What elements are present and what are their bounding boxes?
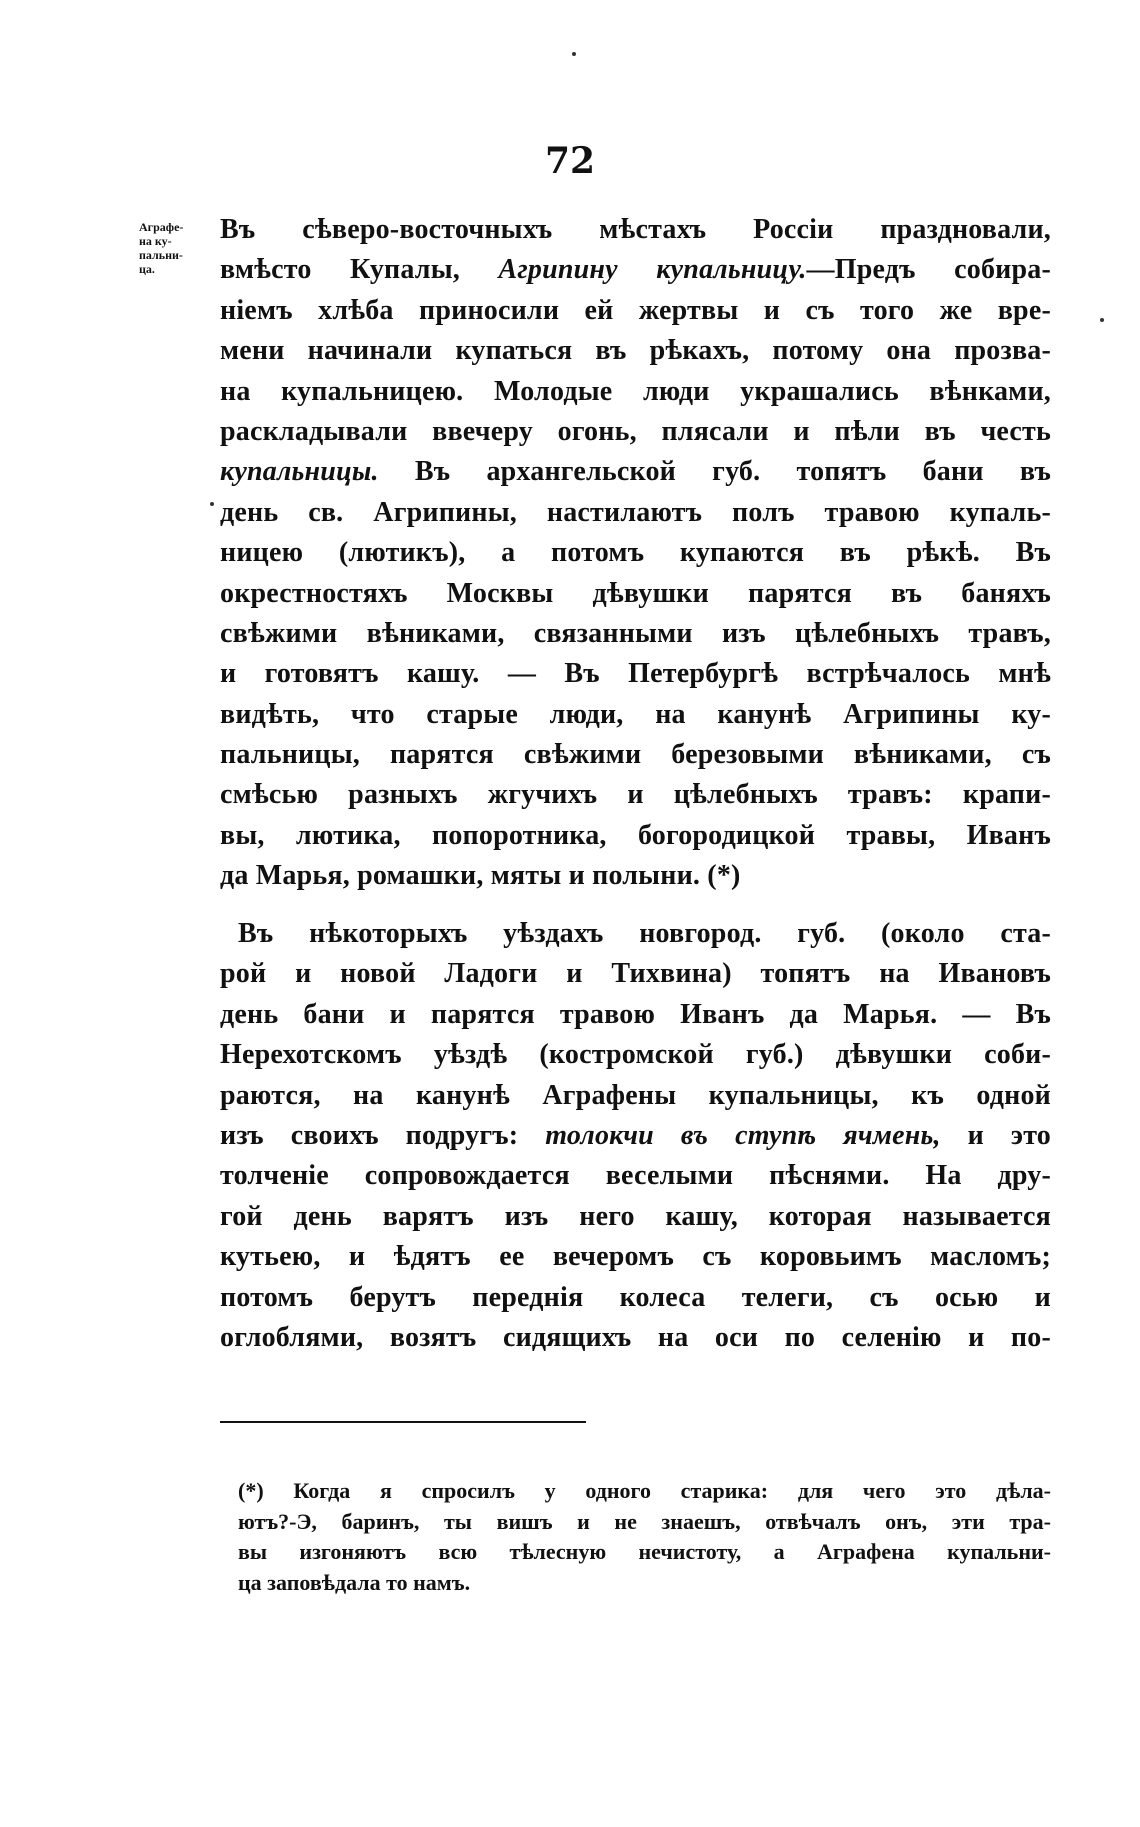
text-line: смѣсью разныхъ жгучихъ и цѣлебныхъ травъ: крапи- bbox=[220, 779, 1051, 811]
text-line: Въ сѣверо-восточныхъ мѣстахъ Россіи праздновали, bbox=[220, 214, 1051, 245]
text-line: оглоблями, возятъ сидящихъ на оси по селенію и по- bbox=[220, 1321, 1051, 1353]
paragraph-2 bbox=[220, 914, 1051, 1358]
italic-phrase: толокчи въ ступѣ ячмень, bbox=[545, 1119, 941, 1151]
italic-phrase: Агрипину купальницу. bbox=[498, 254, 807, 286]
text-line: мени начинали купаться въ рѣкахъ, потому она прозва- bbox=[220, 335, 1051, 367]
margin-note-line: ца. bbox=[139, 262, 155, 276]
scan-speck bbox=[1100, 318, 1104, 322]
margin-note bbox=[139, 220, 209, 276]
text-line: раются, на канунѣ Аграфены купальницы, къ одной bbox=[220, 1079, 1051, 1111]
text-line: изъ своихъ подругъ: толокчи въ ступѣ ячмень, и это bbox=[220, 1119, 1051, 1151]
footnote-divider bbox=[220, 1421, 586, 1423]
text-line: день св. Агрипины, настилаютъ полъ травою купаль- bbox=[220, 496, 1051, 528]
text-line: свѣжими вѣниками, связанными изъ цѣлебныхъ травъ, bbox=[220, 617, 1051, 649]
text-line: толченіе сопровождается веселыми пѣснями. На дру- bbox=[220, 1160, 1051, 1192]
text-line: Въ нѣкоторыхъ уѣздахъ новгород. губ. (около ста- bbox=[238, 918, 1051, 949]
text-line: да Марья, ромашки, мяты и полыни. (*) bbox=[220, 860, 741, 892]
footnote-line: (*) Когда я спросилъ у одного старика: для чего это дѣла- bbox=[238, 1478, 1051, 1503]
text-line: на купальницею. Молодые люди украшались вѣнками, bbox=[220, 375, 1051, 407]
text-line: видѣть, что старые люди, на канунѣ Агрипины ку- bbox=[220, 698, 1051, 730]
margin-note-line: пальни- bbox=[139, 248, 183, 262]
margin-note-line: Аграфе- bbox=[139, 220, 184, 234]
footnote-line: ютъ?-Э, баринъ, ты вишъ и не знаешъ, отвѣчалъ онъ, эти тра- bbox=[238, 1508, 1051, 1534]
scan-speck bbox=[210, 502, 214, 506]
text-line: вмѣсто Купалы, Агрипину купальницу.—Предъ собира- bbox=[220, 254, 1051, 286]
text-line: ницею (лютикъ), а потомъ купаются въ рѣкѣ. Въ bbox=[220, 537, 1051, 569]
paragraph-1 bbox=[220, 210, 1051, 897]
scan-speck bbox=[572, 52, 576, 56]
footnote-line: вы изгоняютъ всю тѣлесную нечистоту, а Аграфена купальни- bbox=[238, 1539, 1051, 1564]
text-line: ніемъ хлѣба приносили ей жертвы и съ того же вре- bbox=[220, 294, 1051, 326]
text-line: Нерехотскомъ уѣздѣ (костромской губ.) дѣвушки соби- bbox=[220, 1039, 1051, 1071]
text-line: раскладывали ввечеру огонь, плясали и пѣли въ честь bbox=[220, 415, 1051, 447]
italic-phrase: купальницы. bbox=[220, 456, 379, 488]
text-line: рой и новой Ладоги и Тихвина) топятъ на Ивановъ bbox=[220, 958, 1051, 990]
text-line: день бани и парятся травою Иванъ да Марья. — Въ bbox=[220, 998, 1051, 1030]
footnote-line: ца заповѣдала то намъ. bbox=[238, 1569, 471, 1595]
text-line: купальницы. Въ архангельской губ. топятъ бани въ bbox=[220, 456, 1051, 488]
text-line: потомъ берутъ переднія колеса телеги, съ осью и bbox=[220, 1281, 1051, 1313]
text-line: окрестностяхъ Москвы дѣвушки парятся въ баняхъ bbox=[220, 577, 1051, 609]
text-line: гой день варятъ изъ него кашу, которая называется bbox=[220, 1200, 1051, 1232]
footnote bbox=[238, 1476, 1051, 1598]
text-line: кутьею, и ѣдятъ ее вечеромъ съ коровьимъ масломъ; bbox=[220, 1241, 1051, 1273]
text-line: вы, лютика, попоротника, богородицкой травы, Иванъ bbox=[220, 819, 1051, 851]
text-line: пальницы, парятся свѣжими березовыми вѣниками, съ bbox=[220, 739, 1051, 771]
margin-note-line: на ку- bbox=[139, 234, 172, 248]
text-line: и готовятъ кашу. — Въ Петербургѣ встрѣчалось мнѣ bbox=[220, 658, 1051, 690]
page-number: 72 bbox=[544, 140, 596, 182]
